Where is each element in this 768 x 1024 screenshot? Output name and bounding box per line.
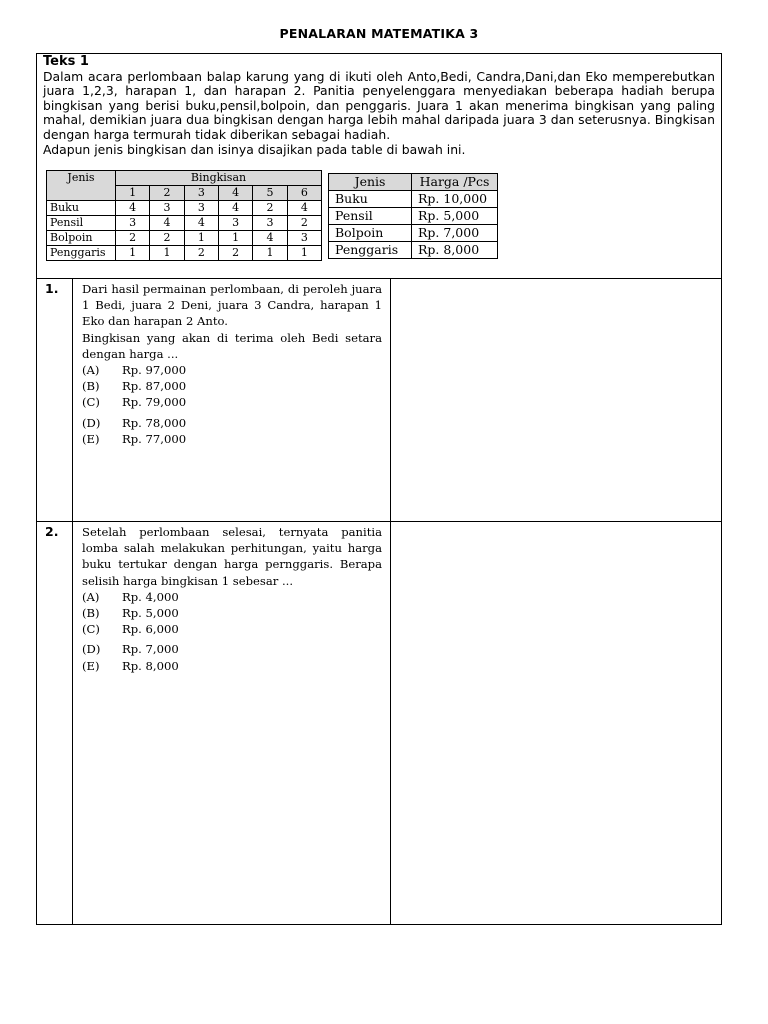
table-cell: 4 — [253, 231, 287, 246]
table-col-header: 5 — [253, 186, 287, 201]
option-letter: (B) — [82, 606, 100, 621]
row-label: Penggaris — [47, 246, 116, 261]
table-cell: 2 — [253, 201, 287, 216]
table-row — [329, 208, 498, 225]
table-cell: Rp. 7,000 — [412, 225, 498, 242]
table-header-jenis: Jenis — [329, 174, 412, 191]
question-stem: Dari hasil permainan perlombaan, di peroleh juara 1 Bedi, juara 2 Deni, juara 3 Candra, harapan 1 Eko dan harapan 2 Anto. — [82, 282, 382, 329]
row-label: Penggaris — [329, 242, 412, 259]
table-cell: 1 — [218, 231, 252, 246]
question-number: 2. — [37, 522, 73, 924]
table-cell: 1 — [287, 246, 321, 261]
option-letter: (A) — [82, 363, 100, 378]
option-letter: (A) — [82, 589, 100, 604]
intro-paragraph-2: Adapun jenis bingkisan dan isinya disajikan pada table di bawah ini. — [43, 141, 466, 157]
question-body — [73, 522, 391, 924]
table-cell: 2 — [116, 231, 150, 246]
table-cell: 2 — [218, 246, 252, 261]
option-text: Rp. 78,000 — [122, 415, 187, 430]
option-text: Rp. 77,000 — [122, 431, 187, 446]
row-label: Pensil — [47, 216, 116, 231]
table-col-header: 2 — [150, 186, 184, 201]
table-row — [47, 201, 322, 216]
table-header-bingkisan: Bingkisan — [116, 171, 322, 186]
answer-option — [82, 621, 382, 637]
answer-option — [82, 658, 382, 674]
option-letter: (E) — [82, 658, 100, 673]
table-cell: 2 — [287, 216, 321, 231]
table-cell: 4 — [150, 216, 184, 231]
teks-label: Teks 1 — [43, 54, 89, 69]
table-col-header: 3 — [184, 186, 218, 201]
table-header-jenis: Jenis — [47, 171, 116, 201]
option-text: Rp. 97,000 — [122, 363, 187, 378]
table-cell: 4 — [218, 201, 252, 216]
row-label: Bolpoin — [329, 225, 412, 242]
option-text: Rp. 6,000 — [122, 622, 179, 637]
answer-option — [82, 394, 382, 410]
row-label: Buku — [329, 191, 412, 208]
table-cell: 4 — [116, 201, 150, 216]
question-row-1 — [37, 279, 721, 522]
page-title: PENALARAN MATEMATIKA 3 — [279, 26, 479, 41]
intro-paragraph: Dalam acara perlombaan balap karung yang di ikuti oleh Anto,Bedi, Candra,Dani,dan Eko memperebutkan juara 1,2,3, harapan 1, dan harapan 2. Panitia penyelenggara menyediakan beberapa hadiah berupa bingkisan yang berisi buku,pensil,bolpoin, dan penggaris. Juara 1 akan menerima bingkisan yang paling mahal, demikian juara dua bingkisan dengan harga lebih mahal daripada juara 3 dan seterusnya. Bingkisan dengan harga termurah tidak diberikan sebagai hadiah. — [43, 68, 715, 142]
option-letter: (D) — [82, 415, 101, 430]
answer-option — [82, 431, 382, 447]
answer-option — [82, 378, 382, 394]
table-cell: 3 — [218, 216, 252, 231]
table-header-harga: Harga /Pcs — [412, 174, 498, 191]
question-stem: Setelah perlombaan selesai, ternyata panitia lomba salah melakukan perhitungan, yaitu harga buku tertukar dengan harga pernggaris. Berapa selisih harga bingkisan 1 sebesar ... — [82, 525, 382, 588]
table-cell: 4 — [287, 201, 321, 216]
table-row — [329, 191, 498, 208]
option-letter: (D) — [82, 642, 101, 657]
table-row — [329, 242, 498, 259]
table-col-header: 4 — [218, 186, 252, 201]
table-cell: 3 — [184, 201, 218, 216]
table-cell: 1 — [184, 231, 218, 246]
table-col-header: 1 — [116, 186, 150, 201]
bingkisan-table — [46, 170, 322, 261]
question-body — [73, 279, 391, 521]
table-cell: Rp. 5,000 — [412, 208, 498, 225]
table-cell: Rp. 10,000 — [412, 191, 498, 208]
option-letter: (C) — [82, 622, 100, 637]
table-cell: 3 — [253, 216, 287, 231]
question-stem: Bingkisan yang akan di terima oleh Bedi setara dengan harga ... — [82, 330, 382, 361]
row-label: Bolpoin — [47, 231, 116, 246]
worksheet-frame — [36, 53, 722, 925]
option-text: Rp. 79,000 — [122, 395, 187, 410]
table-cell: 2 — [150, 231, 184, 246]
row-label: Pensil — [329, 208, 412, 225]
option-text: Rp. 7,000 — [122, 642, 179, 657]
answer-option — [82, 589, 382, 605]
option-letter: (B) — [82, 379, 100, 394]
option-text: Rp. 4,000 — [122, 589, 179, 604]
table-cell: 1 — [150, 246, 184, 261]
table-cell: 3 — [150, 201, 184, 216]
table-cell: 2 — [184, 246, 218, 261]
table-col-header: 6 — [287, 186, 321, 201]
table-row — [47, 216, 322, 231]
row-label: Buku — [47, 201, 116, 216]
table-cell: 4 — [184, 216, 218, 231]
intro-section — [37, 54, 721, 279]
table-cell: 1 — [253, 246, 287, 261]
table-cell: Rp. 8,000 — [412, 242, 498, 259]
harga-table — [328, 173, 498, 259]
answer-option — [82, 415, 382, 431]
option-text: Rp. 5,000 — [122, 606, 179, 621]
option-text: Rp. 8,000 — [122, 658, 179, 673]
option-letter: (E) — [82, 431, 100, 446]
option-text: Rp. 87,000 — [122, 379, 187, 394]
table-row — [329, 225, 498, 242]
question-number: 1. — [37, 279, 73, 521]
option-letter: (C) — [82, 395, 100, 410]
answer-option — [82, 362, 382, 378]
table-row — [47, 246, 322, 261]
answer-option — [82, 605, 382, 621]
table-cell: 1 — [116, 246, 150, 261]
table-row — [47, 231, 322, 246]
answer-option — [82, 641, 382, 657]
question-row-2 — [37, 522, 721, 924]
table-cell: 3 — [116, 216, 150, 231]
table-cell: 3 — [287, 231, 321, 246]
